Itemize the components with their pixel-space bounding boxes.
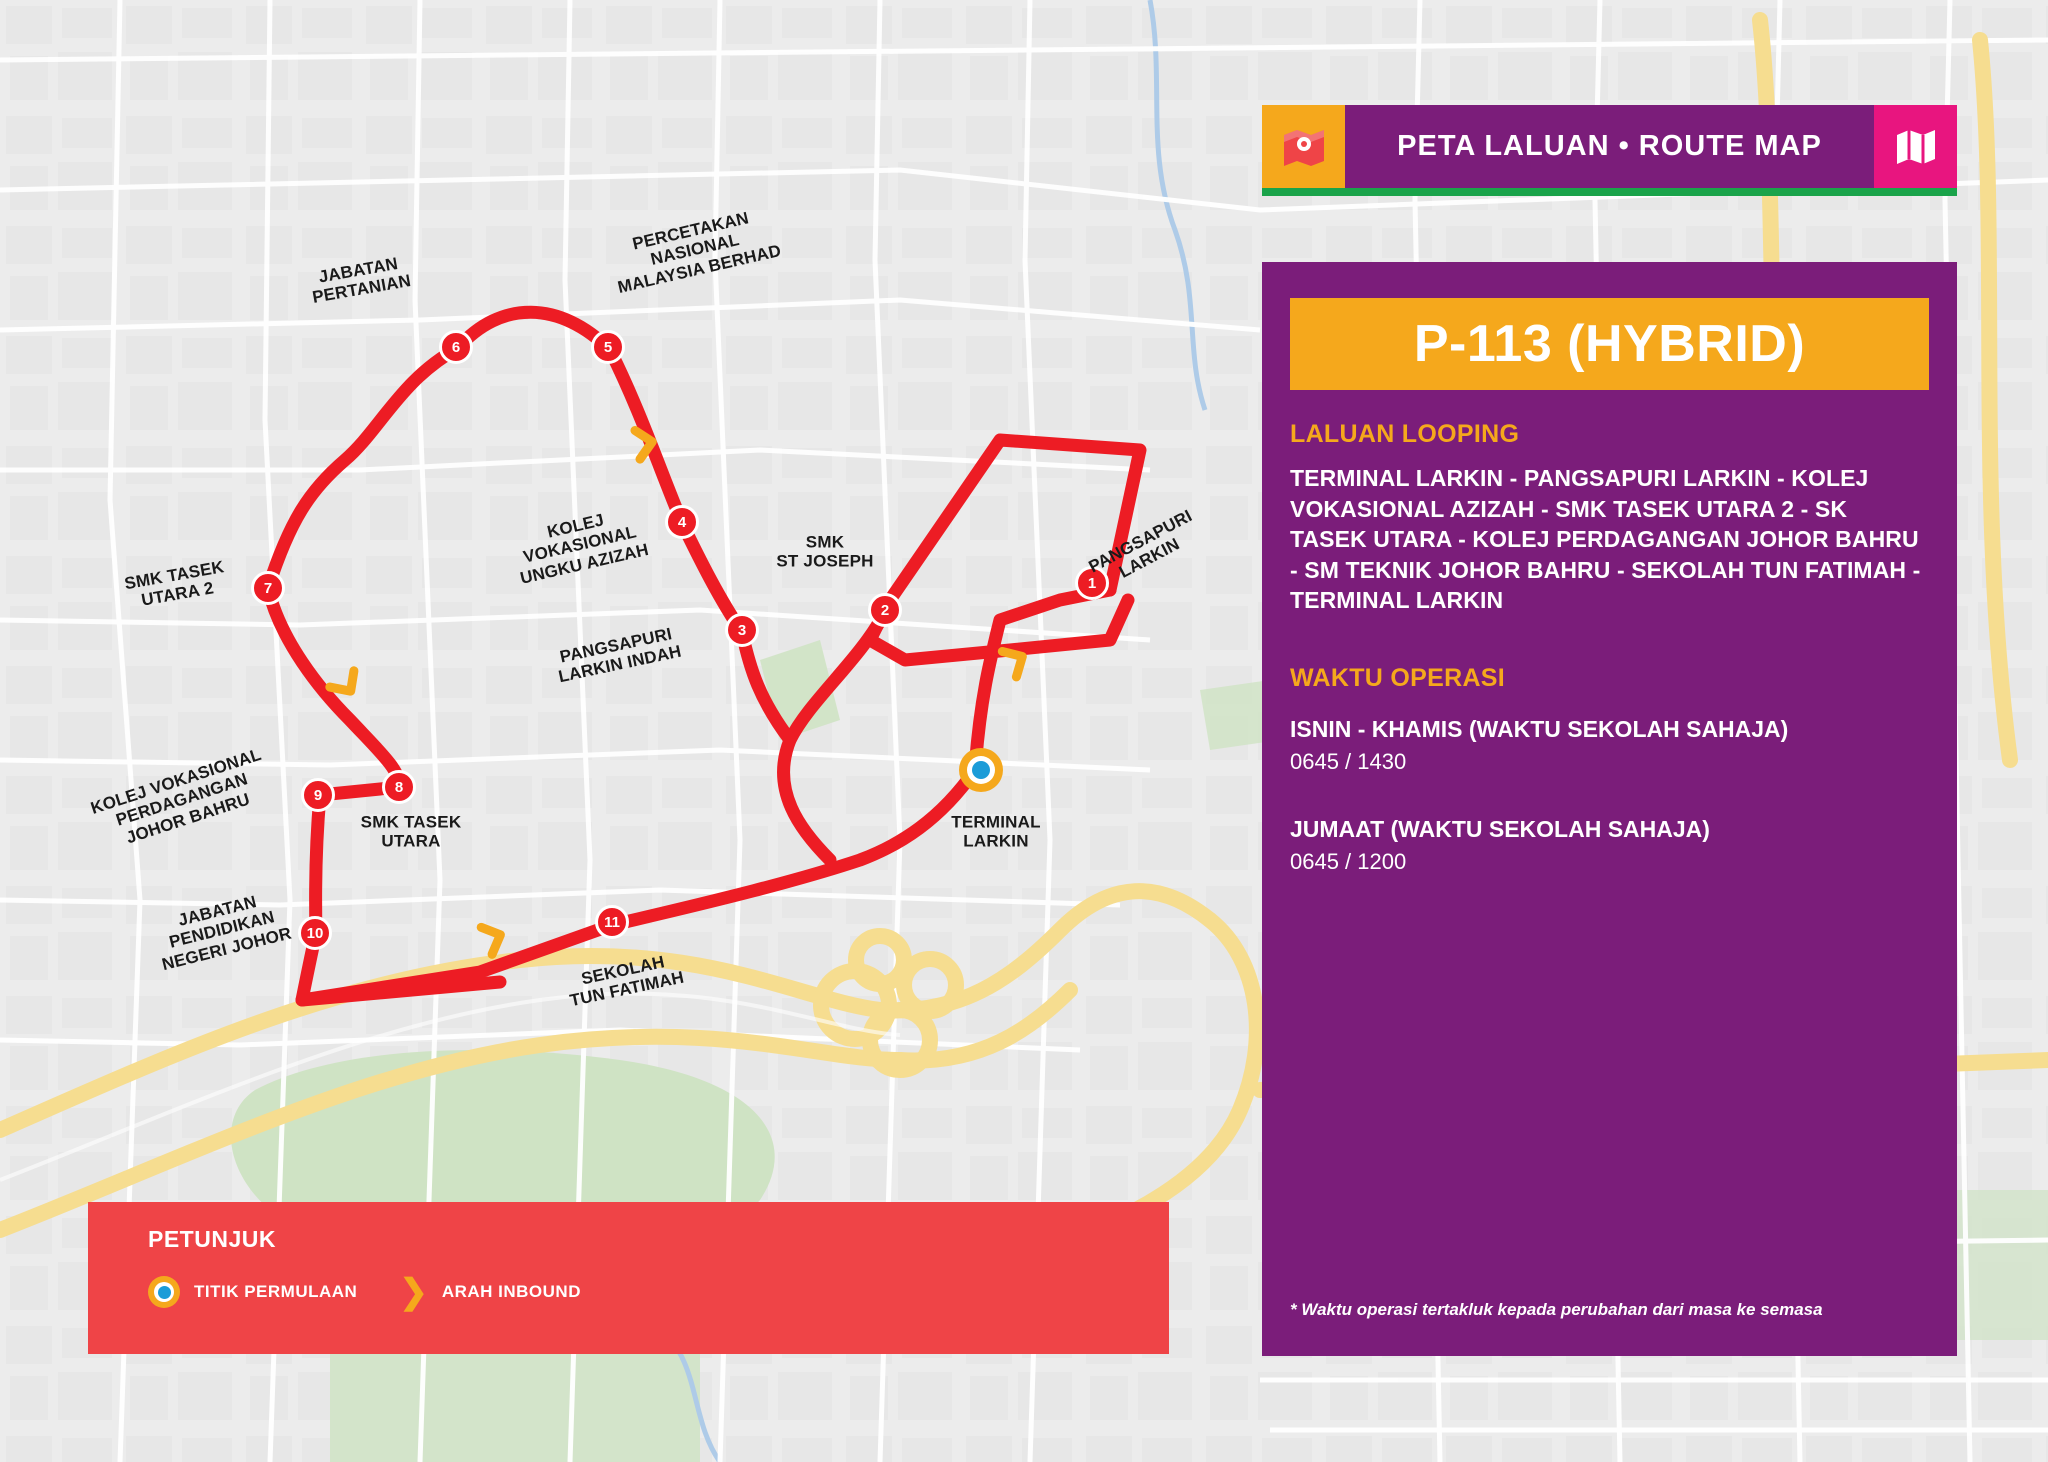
header-title: PETA LALUAN • ROUTE MAP <box>1397 130 1822 162</box>
stop-marker-2[interactable]: 2 <box>868 593 902 627</box>
map-header-bar <box>1262 105 1957 188</box>
stop-marker-11[interactable]: 11 <box>595 905 629 939</box>
place-label-smk-st-joseph: SMK ST JOSEPH <box>776 532 874 571</box>
schedule-days-weekday: ISNIN - KHAMIS (WAKTU SEKOLAH SAHAJA) <box>1290 715 1789 742</box>
legend-title: PETUNJUK <box>148 1226 276 1252</box>
start-point-dot <box>972 761 990 779</box>
schedule-times-friday: 0645 / 1200 <box>1290 848 1407 874</box>
folded-map-icon <box>1874 105 1957 188</box>
legend-bar <box>88 1202 1169 1354</box>
place-label-sekolah-tun-fatimah: SEKOLAH TUN FATIMAH <box>568 952 686 1011</box>
panel-footnote: * Waktu operasi tertakluk kepada perubahan dari masa ke semasa <box>1290 1300 1823 1319</box>
stop-marker-6[interactable]: 6 <box>439 330 473 364</box>
route-code-text: P-113 (HYBRID) <box>1413 315 1806 373</box>
stop-marker-8[interactable]: 8 <box>382 770 416 804</box>
legend-entry-start-point <box>148 1276 357 1308</box>
place-label-smk-tasek-utara-2: SMK TASEK UTARA 2 <box>123 557 226 611</box>
schedule-times-weekday: 0645 / 1430 <box>1290 748 1407 774</box>
place-label-terminal-larkin: TERMINAL LARKIN <box>951 812 1041 851</box>
schedule-entry-friday <box>1290 815 1929 875</box>
header-underline <box>1262 188 1957 196</box>
loop-heading: LALUAN LOOPING <box>1290 420 1520 448</box>
stop-marker-9[interactable]: 9 <box>301 778 335 812</box>
route-code-badge <box>1290 298 1929 390</box>
route-info-body <box>1262 390 1957 875</box>
chevron-right-icon: ❯ <box>399 1273 428 1311</box>
schedule-days-friday: JUMAAT (WAKTU SEKOLAH SAHAJA) <box>1290 815 1710 842</box>
start-point-icon-dot <box>158 1286 171 1299</box>
place-label-jabatan-pertanian: JABATAN PERTANIAN <box>310 253 413 308</box>
stop-marker-7[interactable]: 7 <box>251 571 285 605</box>
start-point-ring <box>967 756 995 784</box>
stop-marker-4[interactable]: 4 <box>665 505 699 539</box>
map-pin-icon <box>1262 105 1345 188</box>
legend-label-start-point: TITIK PERMULAAN <box>194 1282 358 1301</box>
place-label-jabatan-pendidikan: JABATAN PENDIDIKAN NEGERI JOHOR <box>159 892 294 974</box>
start-point-icon-ring <box>154 1282 174 1302</box>
place-label-percetakan-nasional: PERCETAKAN NASIONAL MALAYSIA BERHAD <box>615 208 783 297</box>
hours-heading: WAKTU OPERASI <box>1290 663 1506 692</box>
route-description: TERMINAL LARKIN - PANGSAPURI LARKIN - KOLEJ VOKASIONAL AZIZAH - SMK TASEK UTARA 2 - SK TASEK UTARA - KOLEJ PERDAGANGAN JOHOR BAHRU - SM TEKNIK JOHOR BAHRU - SEKOLAH TUN FATIMAH - TERMINAL LARKIN <box>1290 465 1921 614</box>
legend-label-inbound-direction: ARAH INBOUND <box>441 1282 581 1301</box>
place-label-smk-tasek-utara: SMK TASEK UTARA <box>360 812 462 851</box>
legend-entry-inbound-direction <box>399 1275 581 1309</box>
place-label-kolej-vokasional-ungku-azizah: KOLEJ VOKASIONAL UNGKU AZIZAH <box>518 510 651 588</box>
stop-marker-1[interactable]: 1 <box>1075 566 1109 600</box>
start-point-icon <box>148 1276 180 1308</box>
place-label-kolej-vokasional-perdagangan: KOLEJ VOKASIONAL PERDAGANGAN JOHOR BAHRU <box>88 744 264 848</box>
schedule-entry-weekday <box>1290 715 1929 775</box>
route-info-panel <box>1262 262 1957 1356</box>
place-label-pangsapuri-larkin: PANGSAPURI LARKIN <box>1085 506 1196 583</box>
place-label-pangsapuri-larkin-indah: PANGSAPURI LARKIN INDAH <box>556 624 684 687</box>
stop-marker-3[interactable]: 3 <box>725 613 759 647</box>
stop-marker-5[interactable]: 5 <box>591 330 625 364</box>
stop-marker-10[interactable]: 10 <box>298 916 332 950</box>
legend-items <box>148 1275 1169 1309</box>
start-point-marker[interactable] <box>959 748 1003 792</box>
